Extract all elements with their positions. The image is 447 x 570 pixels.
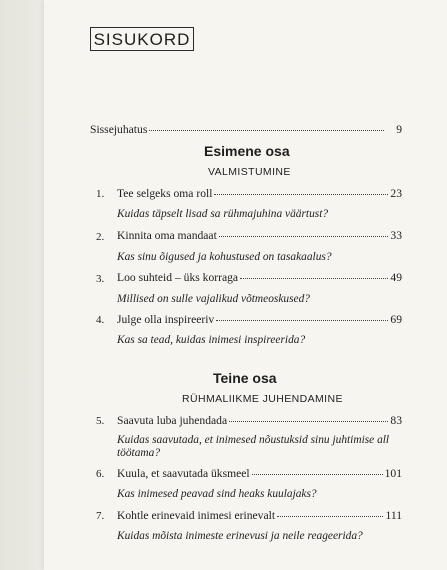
chapter-6-number: 6. [96,468,105,480]
toc-intro-page: 9 [396,123,402,136]
chapter-6-question: Kas inimesed peavad sind heaks kuulajaks? [117,488,317,500]
chapter-4-question: Kas sa tead, kuidas inimesi inspireerida? [117,334,306,346]
dot-leader [149,129,384,131]
chapter-5-number: 5. [96,415,105,427]
chapter-2-question: Kas sinu õigused ja kohustused on tasakaalus? [117,251,332,263]
chapter-3-question: Millised on sulle vajalikud võtmeoskused? [117,293,310,305]
dot-leader [240,277,388,279]
toc-chapter-1[interactable] [117,187,402,200]
toc-chapter-5[interactable] [117,414,402,427]
chapter-1-question: Kuidas täpselt lisad sa rühmajuhina väärtust? [117,208,329,220]
book-page [44,0,447,570]
chapter-2-title: Kinnita oma mandaat [117,229,217,242]
chapter-4-title: Julge olla inspireeriv [117,313,215,326]
chapter-1-title: Tee selgeks oma roll [117,187,213,200]
section-1-title: Esimene osa [204,143,290,159]
dot-leader [214,193,388,195]
chapter-2-page: 33 [390,229,402,242]
chapter-7-number: 7. [96,510,105,522]
chapter-5-title: Saavuta luba juhendada [117,414,228,427]
toc-intro[interactable] [90,123,402,136]
book-gutter [0,0,44,570]
toc-chapter-2[interactable] [117,229,402,242]
chapter-7-title: Kohtle erinevaid inimesi erinevalt [117,509,276,522]
chapter-2-number: 2. [96,231,105,243]
chapter-3-title: Loo suhteid – üks korraga [117,271,239,284]
chapter-4-number: 4. [96,314,105,326]
page-title: SISUKORD [90,27,194,51]
chapter-3-number: 3. [96,273,105,285]
section-2-title: Teine osa [213,370,277,386]
toc-chapter-6[interactable] [117,467,402,480]
chapter-4-page: 69 [390,313,402,326]
toc-intro-label: Sissejuhatus [90,123,148,136]
section-1-subtitle: VALMISTUMINE [208,166,291,178]
toc-chapter-3[interactable] [117,271,402,284]
section-2-subtitle: RÜHMALIIKME JUHENDAMINE [182,393,343,405]
chapter-3-page: 49 [390,271,402,284]
chapter-5-page: 83 [390,414,402,427]
toc-chapter-7[interactable] [117,509,402,522]
toc-chapter-4[interactable] [117,313,402,326]
dot-leader [277,515,383,517]
chapter-7-page: 111 [385,509,402,522]
chapter-6-page: 101 [384,467,402,480]
chapter-5-question: Kuidas saavutada, et inimesed nõustuksid sinu juhtimise all töötama? [117,434,390,459]
chapter-1-page: 23 [390,187,402,200]
chapter-1-number: 1. [96,188,105,200]
dot-leader [229,420,388,422]
dot-leader [219,235,389,237]
dot-leader [216,319,388,321]
chapter-6-title: Kuula, et saavutada üksmeel [117,467,250,480]
chapter-7-question: Kuidas mõista inimeste erinevusi ja neile reageerida? [117,530,363,542]
dot-leader [252,473,383,475]
